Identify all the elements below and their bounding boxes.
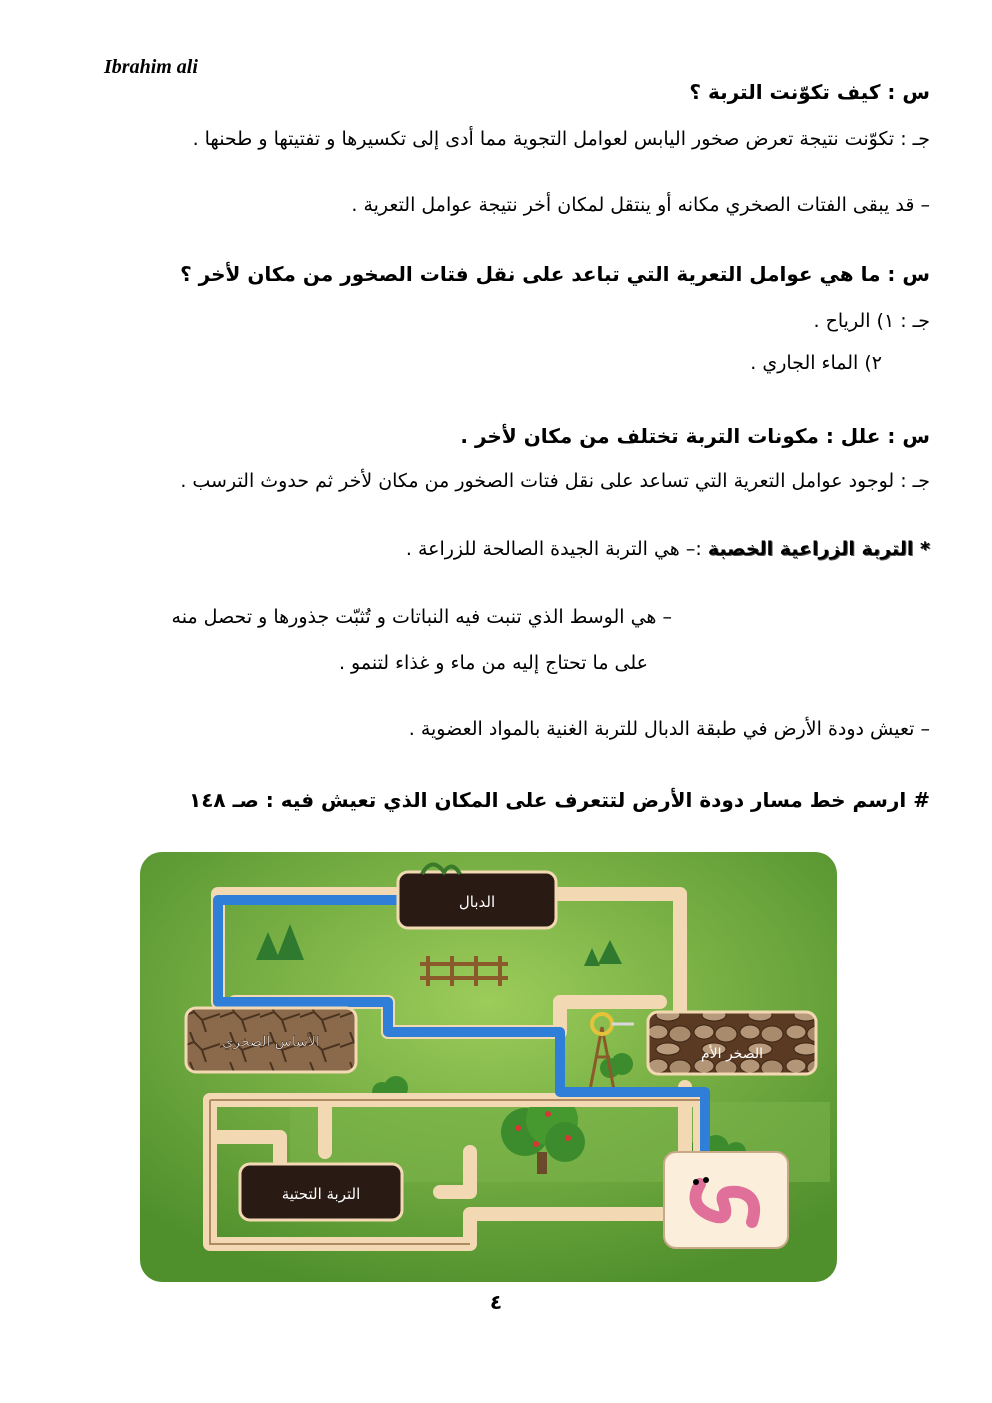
humus-label: الدبال: [458, 893, 496, 911]
answer-1: جـ : تكوّنت نتيجة تعرض صخور اليابس لعوامل التجوية مما أدى إلى تكسيرها و تفتيتها و طحنها .: [192, 128, 930, 150]
paragraph-2: – تعيش دودة الأرض في طبقة الدبال للتربة الغنية بالمواد العضوية .: [408, 718, 930, 740]
definition-term: * التربة الزراعية الخصبة: [707, 538, 930, 560]
rock-base-box: [186, 1008, 356, 1072]
humus-box: [398, 864, 556, 928]
paragraph-1: – هي الوسط الذي تنبت فيه النباتات و تُثبّت جذورها و تحصل منه: [171, 606, 672, 628]
paragraph-1-cont: على ما تحتاج إليه من ماء و غذاء لتنمو .: [338, 652, 648, 674]
rock-base-label: الأساس الصخري: [222, 1034, 320, 1050]
task-instruction: # ارسم خط مسار دودة الأرض لتتعرف على المكان الذي تعيش فيه : صـ ١٤٨: [189, 788, 930, 812]
answer-3: جـ : لوجود عوامل التعرية التي تساعد على نقل فتات الصخور من مكان لأخر ثم حدوث الترسب .: [180, 470, 930, 492]
maze-illustration: [140, 852, 837, 1282]
subsoil-box: [240, 1164, 402, 1220]
parent-rock-label: الصخر الأم: [700, 1046, 764, 1062]
answer-2-item-1: جـ : ١) الرياح .: [813, 310, 930, 332]
question-3: س : علل : مكونات التربة تختلف من مكان لأخر .: [460, 424, 930, 448]
parent-rock-box: [648, 1012, 816, 1074]
question-1: س : كيف تكوّنت التربة ؟: [689, 80, 930, 104]
answer-2-item-2: ٢) الماء الجاري .: [750, 352, 882, 374]
definition-fertile-soil: [406, 538, 930, 560]
answer-1-note: – قد يبقى الفتات الصخري مكانه أو ينتقل لمكان أخر نتيجة عوامل التعرية .: [351, 194, 930, 216]
question-2: س : ما هي عوامل التعرية التي تباعد على نقل فتات الصخور من مكان لأخر ؟: [180, 262, 930, 286]
subsoil-label: التربة التحتية: [281, 1185, 361, 1203]
earthworm-maze-image: [140, 852, 837, 1282]
definition-text: :– هي التربة الجيدة الصالحة للزراعة .: [405, 538, 708, 560]
page-number: ٤: [489, 1290, 503, 1314]
author-name: Ibrahim ali: [104, 56, 198, 78]
earthworm-box: [664, 1152, 788, 1248]
